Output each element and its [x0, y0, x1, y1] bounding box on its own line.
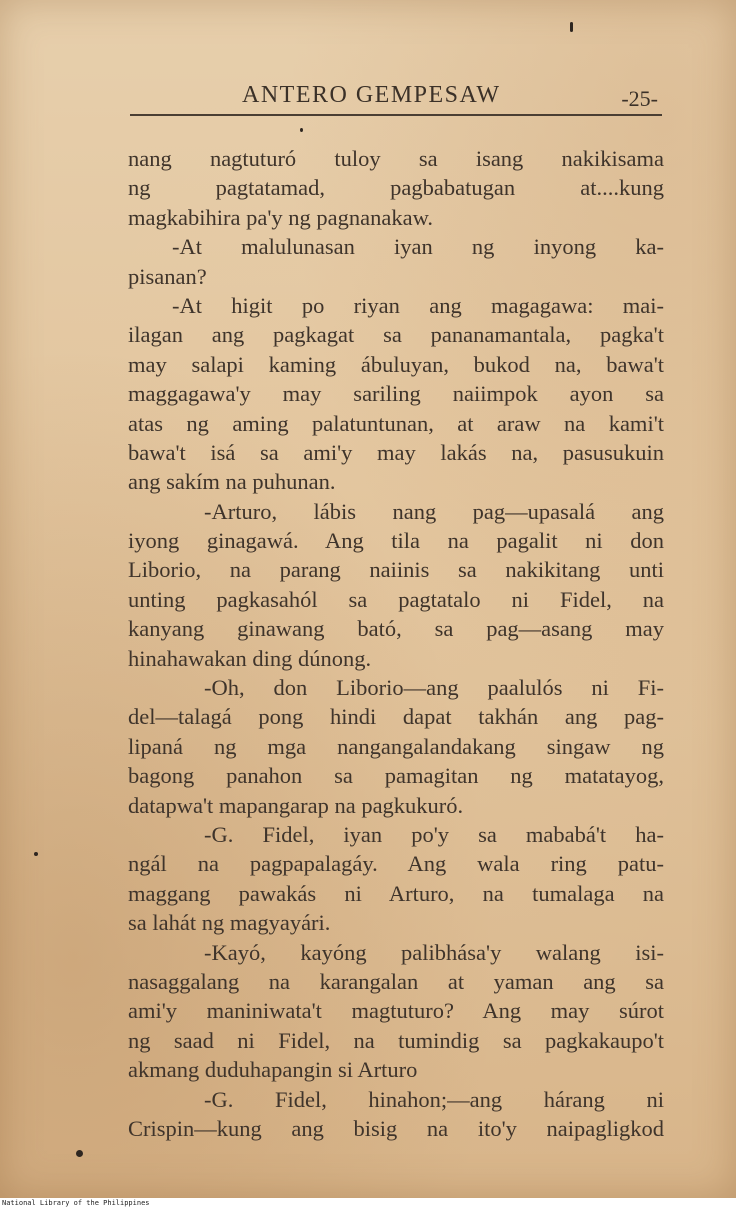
header-rule: [130, 114, 662, 116]
text-line: pisanan?: [128, 263, 207, 289]
text-line: del—talagá pong hindi dapat takhán ang pag-: [128, 704, 664, 730]
text-line: magkabihira pa'y ng pagnanakaw.: [128, 204, 433, 230]
text-line: nang nagtuturó tuloy sa isang nakikisama: [128, 146, 664, 171]
text-line: -Kayó, kayóng palibhása'y walang isi-: [204, 939, 664, 965]
ink-speck: [570, 22, 573, 32]
ink-speck: [34, 852, 38, 856]
text-line: may salapi kaming ábuluyan, bukod na, bawa't: [128, 351, 664, 377]
text-line: -G. Fidel, iyan po'y sa mababá't ha-: [204, 821, 664, 847]
text-line: sa lahát ng magyayári.: [128, 910, 331, 936]
text-line: ngál na pagpapalagáy. Ang wala ring patu-: [128, 851, 664, 877]
text-line: bawa't isá sa ami'y may lakás na, pasusukuin: [128, 439, 664, 465]
text-line: ng pagtatamad, pagbabatugan at....kung: [128, 175, 664, 201]
text-line: iyong ginagawá. Ang tila na pagalit ni don: [128, 528, 664, 554]
body-text: [128, 144, 664, 1143]
text-line: nasaggalang na karangalan at yaman ang sa: [128, 968, 664, 994]
text-line: ami'y maniniwata't magtuturo? Ang may súrot: [128, 998, 664, 1024]
text-line: ng saad ni Fidel, na tumindig sa pagkakaupo't: [128, 1027, 664, 1053]
ink-speck: [300, 128, 303, 132]
text-line: bagong panahon sa pamagitan ng matatayog,: [128, 763, 664, 789]
text-line: maggagawa'y may sariling naiimpok ayon sa: [128, 381, 664, 407]
ink-speck: [76, 1150, 83, 1157]
text-line: lipaná ng mga nangangalandakang singaw ng: [128, 733, 664, 759]
text-line: -Arturo, lábis nang pag—upasalá ang: [204, 498, 664, 524]
text-line: -Oh, don Liborio—ang paalulós ni Fi-: [204, 675, 664, 701]
text-line: ang sakím na puhunan.: [128, 469, 336, 495]
text-line: Liborio, na parang naiinis sa nakikitang unti: [128, 557, 664, 583]
text-line: -G. Fidel, hinahon;—ang hárang ni: [204, 1086, 664, 1112]
running-title: ANTERO GEMPESAW: [242, 82, 501, 108]
text-line: unting pagkasahól sa pagtatalo ni Fidel, na: [128, 586, 664, 612]
text-line: akmang duduhapangin si Arturo: [128, 1057, 418, 1083]
text-line: Crispin—kung ang bisig na ito'y naipagligkod: [128, 1115, 664, 1141]
text-line: maggang pawakás ni Arturo, na tumalaga na: [128, 880, 664, 906]
text-line: hinahawakan ding dúnong.: [128, 645, 372, 671]
footer-bar: [0, 1198, 736, 1208]
text-line: kanyang ginawang bató, sa pag—asang may: [128, 616, 664, 642]
page-header: [130, 80, 660, 114]
text-line: -At malulunasan iyan ng inyong ka-: [172, 234, 664, 260]
text-line: atas ng aming palatuntunan, at araw na kami't: [128, 410, 664, 436]
text-line: ilagan ang pagkagat sa pananamantala, pagka't: [128, 322, 664, 348]
library-credit: National Library of the Philippines: [2, 1199, 150, 1207]
text-line: -At higit po riyan ang magagawa: mai-: [172, 292, 664, 318]
text-line: datapwa't mapangarap na pagkukuró.: [128, 792, 464, 818]
page-number: -25-: [621, 86, 658, 111]
